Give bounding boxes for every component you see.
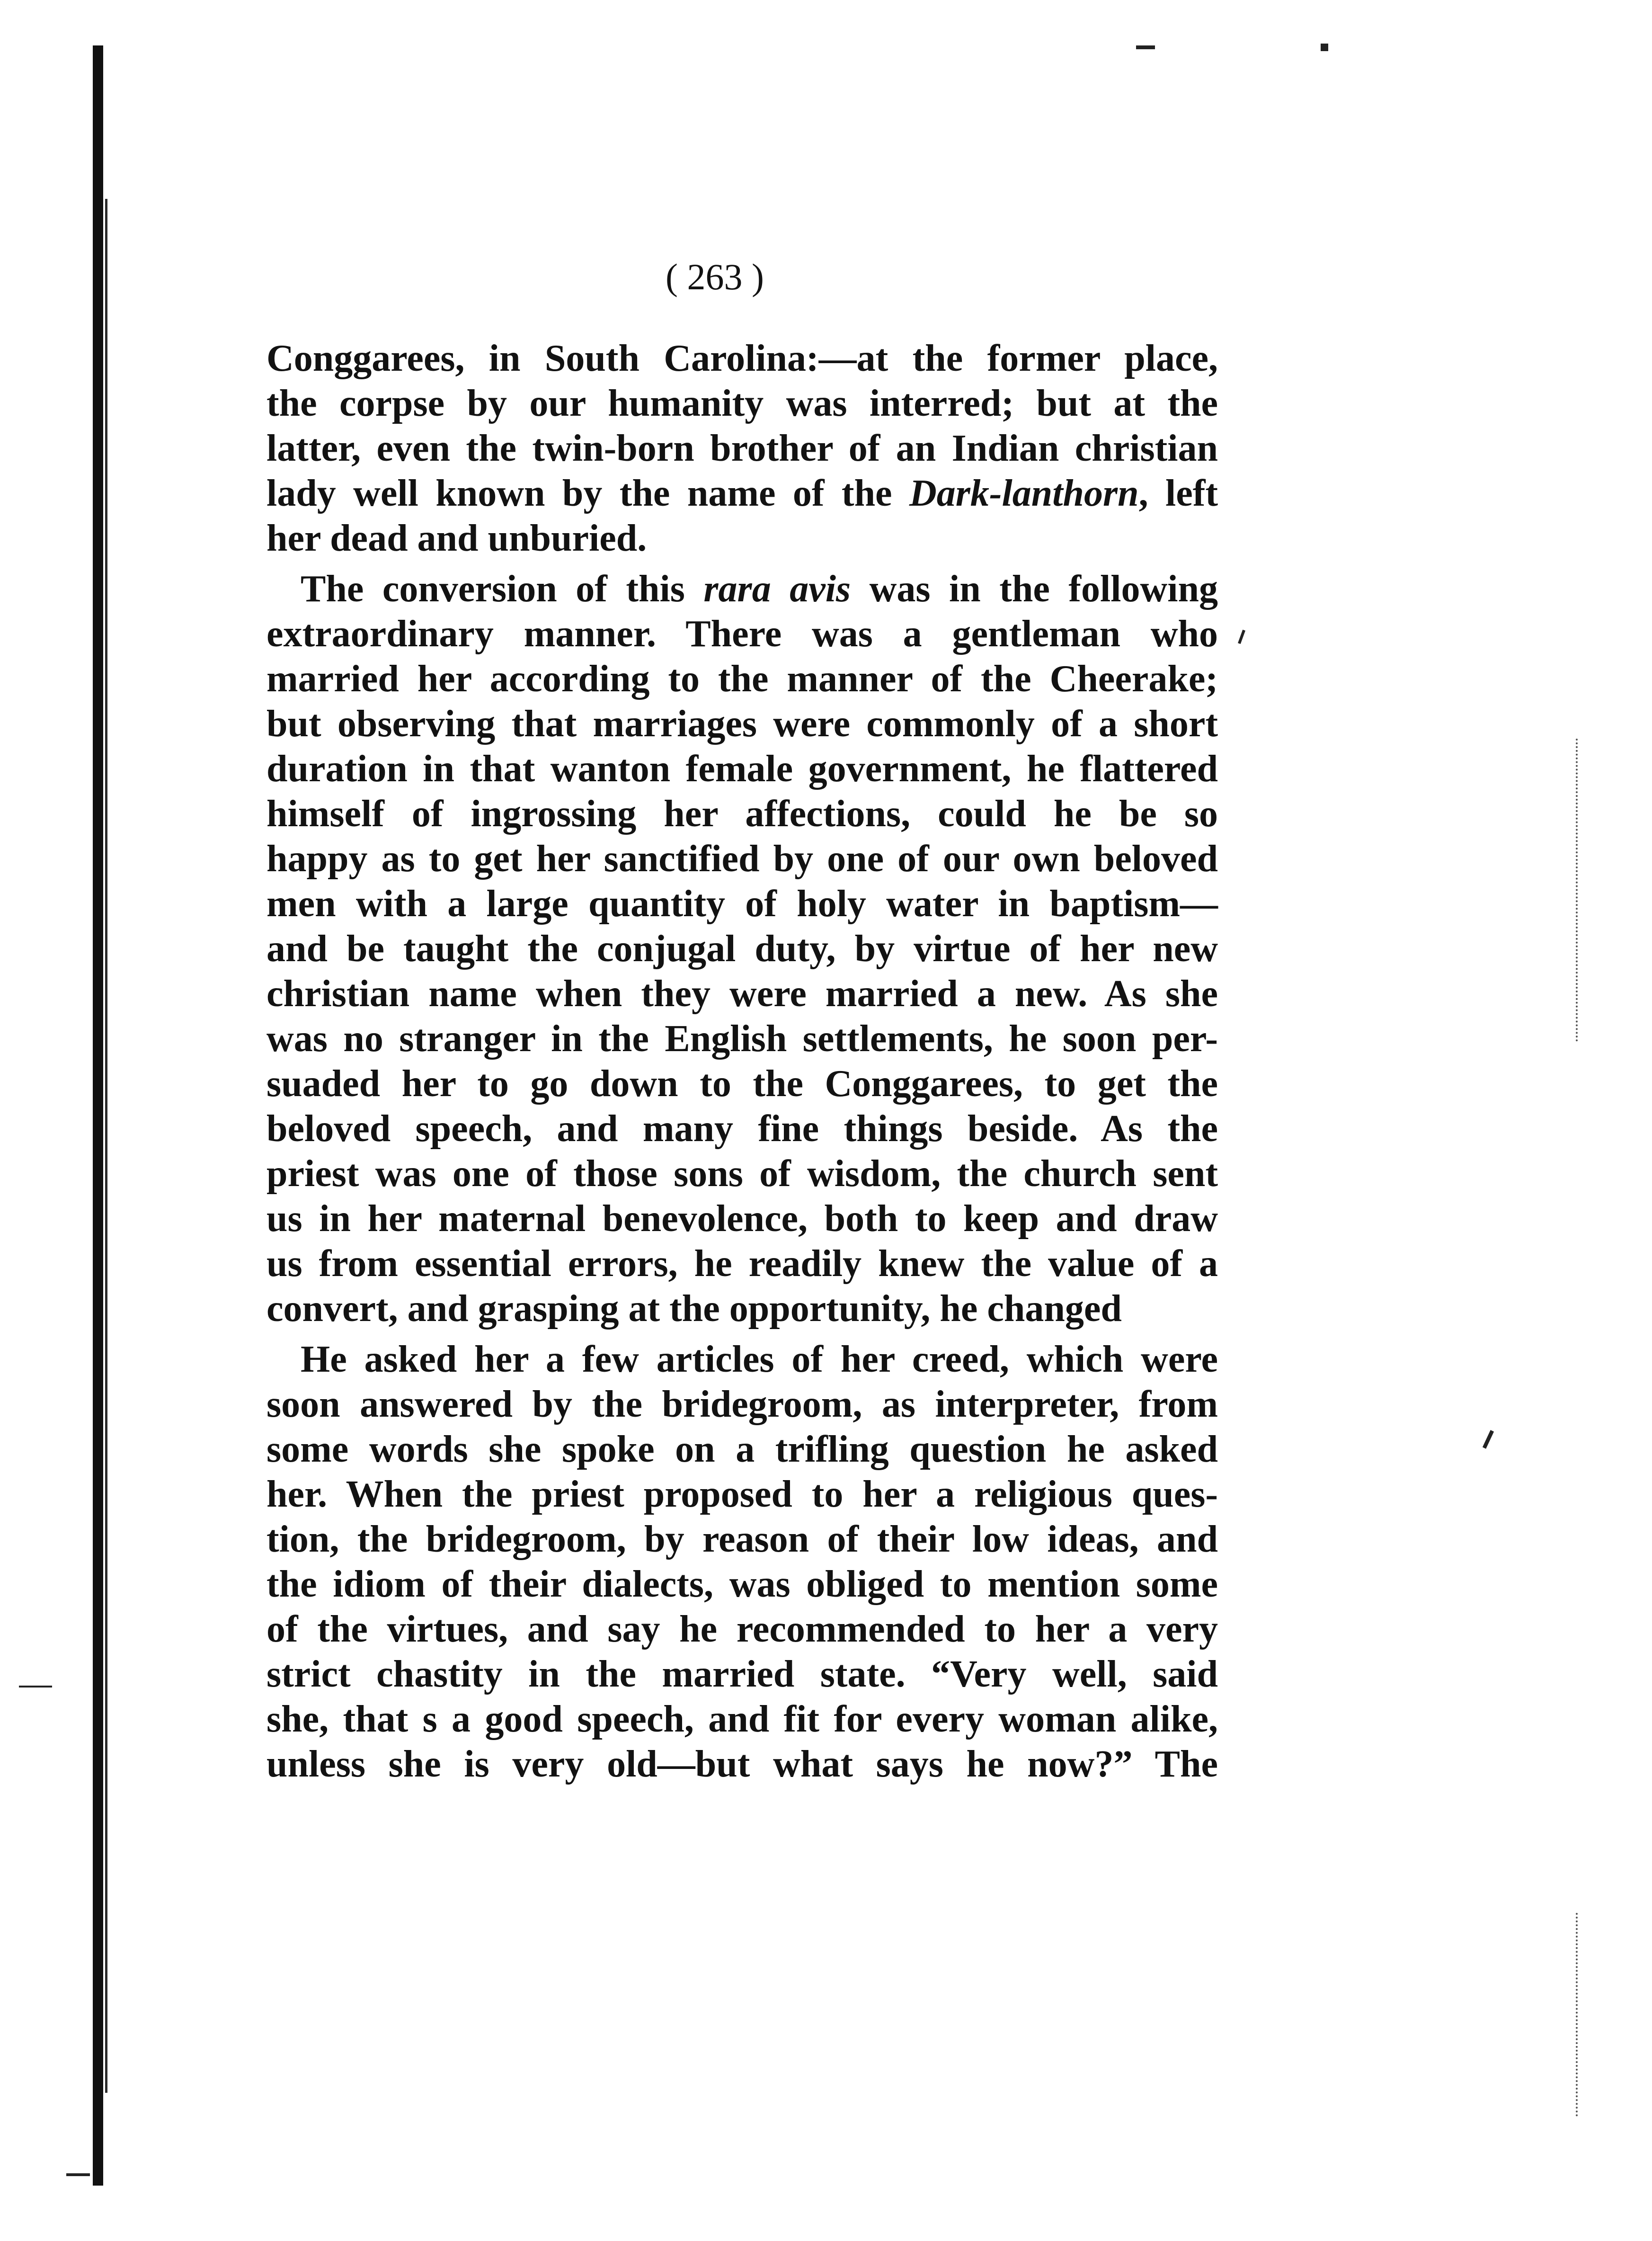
scan-speck <box>66 2173 90 2176</box>
text-line <box>266 567 1218 612</box>
text-line: convert, and grasping at the opportunity, he changed <box>266 1288 1122 1330</box>
text-line: beloved speech, and many fine things beside. As the <box>266 1108 1218 1150</box>
italic-term: Dark-lanthorn <box>909 473 1139 514</box>
scan-speck <box>1483 1430 1494 1449</box>
italic-term: rara avis <box>703 568 851 610</box>
scan-speck <box>1321 44 1328 51</box>
text-line: some words she spoke on a trifling question he asked <box>266 1429 1218 1470</box>
text-line: her dead and unburied. <box>266 518 647 559</box>
text-line: us from essential errors, he readily knew the value of a <box>266 1243 1218 1285</box>
text-line: christian name when they were married a new. As she <box>266 973 1218 1015</box>
text-line: was no stranger in the English settlements, he soon per- <box>266 1018 1218 1060</box>
text-line: He asked her a few articles of her creed, which were <box>301 1339 1218 1380</box>
text-line: married her according to the manner of the Cheerake; <box>266 658 1218 700</box>
text-segment: lady well known by the name of the <box>266 473 909 514</box>
text-line: duration in that wanton female government, he flattered <box>266 748 1218 790</box>
text-line: strict chastity in the married state. “Very well, said <box>266 1653 1218 1695</box>
scan-speck <box>1136 45 1155 49</box>
text-segment: was in the following <box>851 568 1218 610</box>
text-line <box>266 471 1218 516</box>
text-line: happy as to get her sanctified by one of our own beloved <box>266 838 1218 880</box>
text-line: Conggarees, in South Carolina:—at the former place, <box>266 338 1218 379</box>
text-line: of the virtues, and say he recommended to her a very <box>266 1608 1218 1650</box>
text-line: her. When the priest proposed to her a religious ques- <box>266 1473 1218 1515</box>
text-segment: The conversion of this <box>301 568 704 610</box>
text-line: extraordinary manner. There was a gentleman who <box>266 613 1218 655</box>
text-line: suaded her to go down to the Conggarees, to get the <box>266 1063 1218 1105</box>
text-segment: , left <box>1138 473 1218 514</box>
text-line: latter, even the twin-born brother of an Indian christian <box>266 428 1218 469</box>
text-line: men with a large quantity of holy water in baptism— <box>266 883 1218 925</box>
text-line: but observing that marriages were commonly of a short <box>266 703 1218 745</box>
text-line: priest was one of those sons of wisdom, the church sent <box>266 1153 1218 1195</box>
scan-edge-dots <box>1576 1913 1578 2116</box>
text-line: us in her maternal benevolence, both to keep and draw <box>266 1198 1218 1240</box>
text-line: and be taught the conjugal duty, by virtue of her new <box>266 928 1218 970</box>
scan-edge-dots <box>1576 739 1578 1042</box>
text-line: soon answered by the bridegroom, as interpreter, from <box>266 1384 1218 1425</box>
body-text <box>266 336 1218 1787</box>
page-number: ( 263 ) <box>666 256 764 297</box>
text-line: the idiom of their dialects, was obliged to mention some <box>266 1563 1218 1605</box>
scan-speck <box>19 1686 52 1687</box>
scan-speck <box>1238 630 1245 644</box>
text-line: she, that s a good speech, and fit for every woman alike, <box>266 1698 1218 1740</box>
text-line: unless she is very old—but what says he now?” The <box>266 1743 1218 1785</box>
binding-shadow <box>93 45 103 2186</box>
text-line: tion, the bridegroom, by reason of their low ideas, and <box>266 1518 1218 1560</box>
text-line: himself of ingrossing her affections, could he be so <box>266 793 1218 835</box>
text-line: the corpse by our humanity was interred; but at the <box>266 383 1218 424</box>
binding-shadow-inner <box>105 199 107 2093</box>
